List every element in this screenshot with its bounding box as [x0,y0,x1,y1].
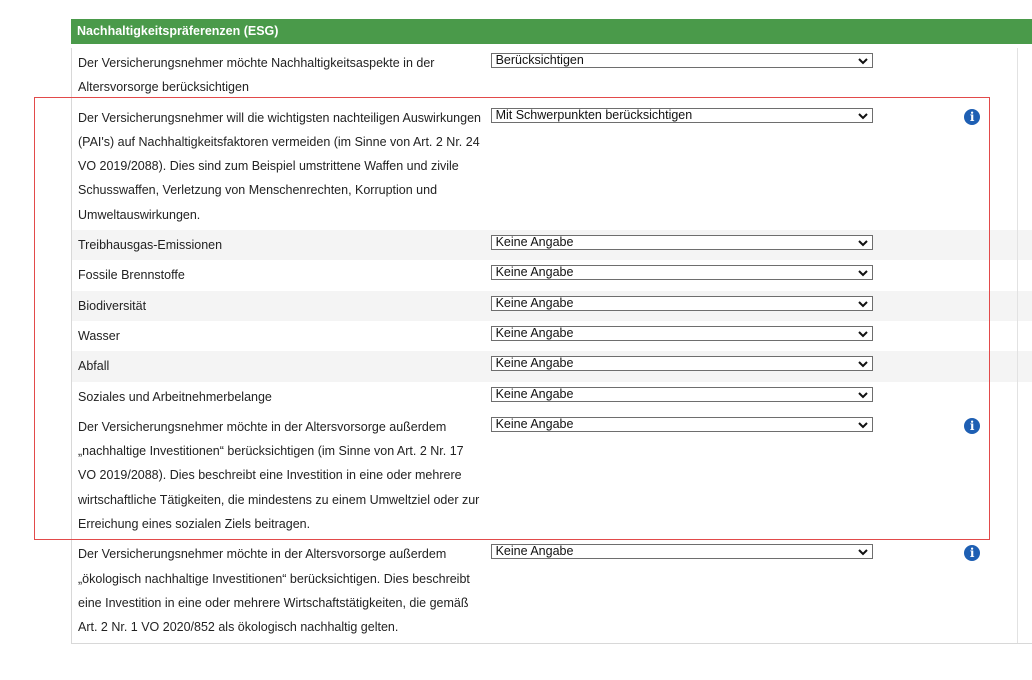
row-label: Der Versicherungsnehmer möchte Nachhaltigkeitsaspekte in der Altersvorsorge berücksichtigen [78,56,435,95]
row-label: Der Versicherungsnehmer will die wichtigsten nachteiligen Auswirkungen (PAI's) auf Nachhaltigkeitsfaktoren vermeiden (im Sinne von Art. 2 Nr. 24 VO 2019/2088). Dies sind zum Beispiel umstrittene Waffen und zivile Schusswaffen, Verletzung von Menschenrechten, Korruption und Umweltauswirkungen. [78,110,481,222]
chevron-down-icon [858,359,868,369]
table-row [72,260,1032,290]
select-value: Mit Schwerpunkten berücksichtigen [495,107,693,122]
select-value: Keine Angabe [495,265,574,280]
chevron-down-icon [858,299,868,309]
row-label: Biodiversität [78,298,147,313]
waste-select[interactable] [491,356,873,371]
chevron-down-icon [858,390,868,400]
row-label: Wasser [78,328,120,343]
section-title: Nachhaltigkeitspräferenzen (ESG) [71,19,1032,44]
biodiversity-select[interactable] [491,296,873,311]
table-row [72,48,1032,103]
ecological-investments-select[interactable] [491,544,873,559]
info-icon[interactable]: i [964,418,980,434]
chevron-down-icon [858,547,868,557]
esg-preferences-panel [71,0,1032,680]
select-value: Keine Angabe [495,325,574,340]
table-row [72,539,1032,642]
table-row [72,321,1032,351]
table-row [72,230,1032,260]
sustainable-investments-select[interactable] [491,417,873,432]
chevron-down-icon [858,329,868,339]
table-row [72,412,1032,539]
table-row [72,291,1032,321]
table-row [72,382,1032,412]
row-label: Der Versicherungsnehmer möchte in der Altersvorsorge außerdem „ökologisch nachhaltige Investitionen“ berücksichtigen. Dies beschreibt eine Investition in eine oder mehrere Wirtschaftstätigkeiten, die gemäß Art. 2 Nr. 1 VO 2020/852 als ökologisch nachhaltig gelten. [78,547,470,635]
select-value: Keine Angabe [495,295,574,310]
select-value: Berücksichtigen [495,53,584,67]
greenhouse-gas-select[interactable] [491,235,873,250]
select-value: Keine Angabe [495,386,574,401]
row-label: Abfall [78,359,110,374]
chevron-down-icon [858,238,868,248]
select-value: Keine Angabe [495,235,574,250]
select-value: Keine Angabe [495,416,574,431]
row-label: Soziales und Arbeitnehmerbelange [78,389,272,404]
row-label: Der Versicherungsnehmer möchte in der Altersvorsorge außerdem „nachhaltige Investitionen“ berücksichtigen (im Sinne von Art. 2 Nr. 17 VO 2019/2088). Dies beschreibt eine Investition in eine oder mehrere wirtschaftliche Tätigkeiten, die mindestens zu einem Umweltziel oder zur Erreichung eines sozialen Ziels beitragen. [78,419,480,532]
select-value: Keine Angabe [495,544,574,559]
chevron-down-icon [858,420,868,430]
social-employee-select[interactable] [491,387,873,402]
select-value: Keine Angabe [495,356,574,371]
fossil-fuels-select[interactable] [491,265,873,280]
chevron-down-icon [858,268,868,278]
chevron-down-icon [858,56,868,66]
row-label: Treibhausgas-Emissionen [78,238,223,253]
row-label: Fossile Brennstoffe [78,268,185,283]
pai-select[interactable] [491,108,873,123]
water-select[interactable] [491,326,873,341]
info-icon[interactable]: i [964,545,980,561]
table-row [72,351,1032,381]
preferences-table [71,48,1032,644]
info-icon[interactable]: i [964,109,980,125]
chevron-down-icon [858,111,868,121]
sustainability-aspects-select[interactable] [491,53,873,68]
table-row [72,103,1032,230]
